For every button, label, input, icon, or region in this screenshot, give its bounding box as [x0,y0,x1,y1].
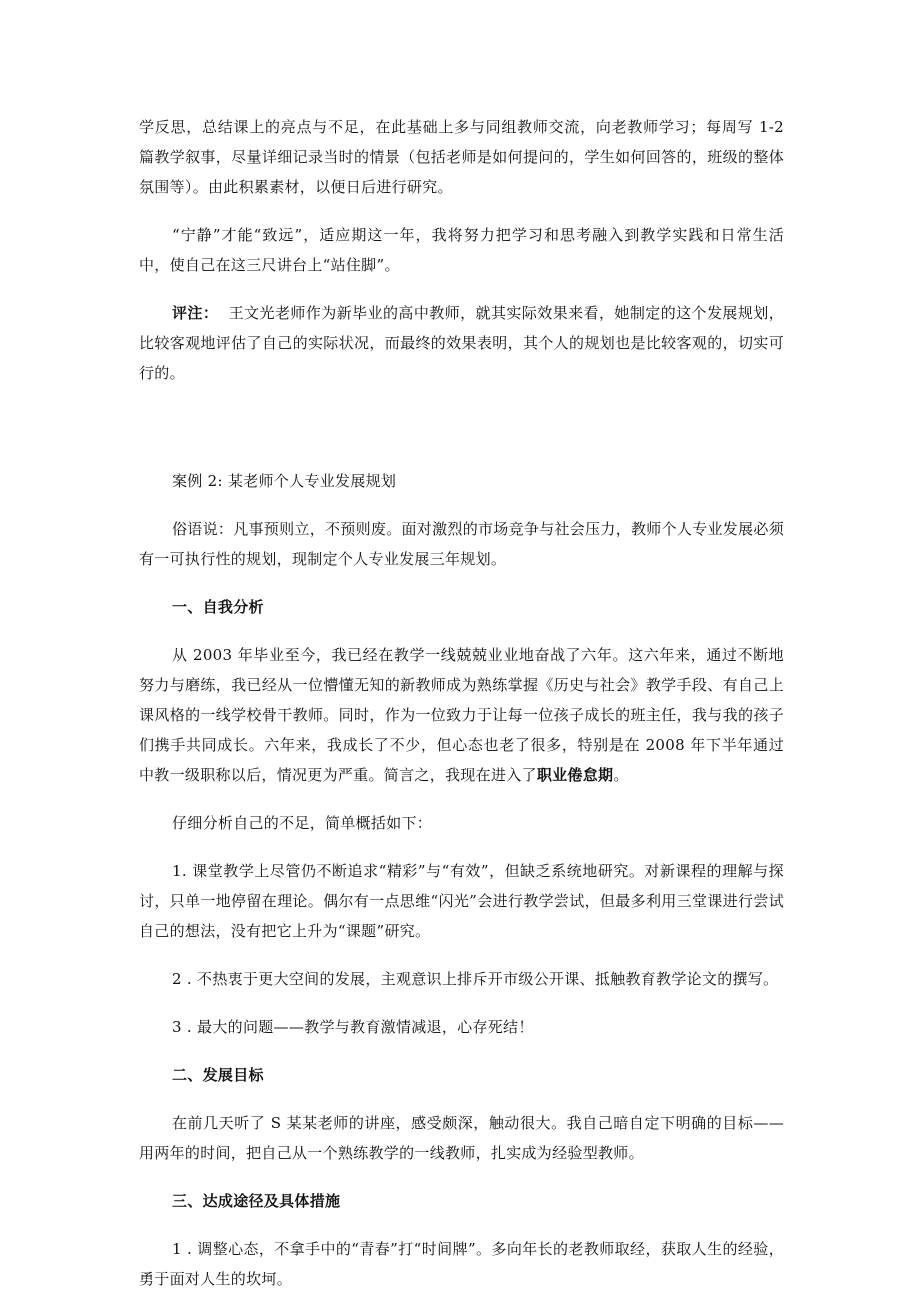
list-item-1: 1. 课堂教学上尽管仍不断追求“精彩”与“有效”，但缺乏系统地研究。对新课程的理解与探讨，只单一地停留在理论。偶尔有一点思维“闪光”会进行教学尝试，但最多利用三堂课进行尝试自己的想法，没有把它上升为“课题”研究。 [139,862,784,940]
paragraph-shortcomings-intro: 仔细分析自己的不足，简单概括如下： [172,814,433,832]
paragraph-continuation: 学反思，总结课上的亮点与不足，在此基础上多与同组教师交流，向老教师学习；每周写 1-2 篇教学叙事，尽量详细记录当时的情景（包括老师是如何提问的，学生如何回答的，班级的整体氛围等）。由此积累素材，以便日后进行研究。 [139,118,784,196]
paragraph-goals: 在前几天听了 S 某某老师的讲座，感受颇深，触动很大。我自己暗自定下明确的目标——用两年的时间，把自己从一个熟练教学的一线教师，扎实成为经验型教师。 [139,1114,784,1162]
list-item-2: 2 . 不热衷于更大空间的发展，主观意识上排斥开市级公开课、抵触教育教学论文的撰写。 [172,970,779,988]
heading-goals: 二、发展目标 [172,1066,264,1084]
section-spacer [139,406,784,466]
paragraph-self-analysis [139,640,784,790]
self-analysis-text: 从 2003 年毕业至今，我已经在教学一线兢兢业业地奋战了六年。这六年来，通过不断地努力与磨练，我已经从一位懵懂无知的新教师成为熟练掌握《历史与社会》教学手段、有自己上课风格的一线学校骨干教师。同时，作为一位致力于让每一位孩子成长的班主任，我与我的孩子们携手共同成长。六年来，我成长了不少，但心态也老了很多，特别是在 2008 年下半年通过中教一级职称以后，情况更为严重。简言之，我现在进入了 [139,646,784,784]
list-item-measure-1: 1 . 调整心态，不拿手中的“青春”打“时间牌”。多向年长的老教师取经，获取人生的经验，勇于面对人生的坎坷。 [139,1240,784,1288]
burnout-term: 职业倦怠期 [536,766,614,784]
document-page [139,112,784,1312]
comment-label: 评注： [172,304,219,322]
paragraph-comment [139,298,784,388]
paragraph-ningjing: “宁静”才能“致远”，适应期这一年，我将努力把学习和思考融入到教学实践和日常生活中，使自己在这三尺讲台上“站住脚”。 [139,226,784,274]
comment-text: 王文光老师作为新毕业的高中教师，就其实际效果来看，她制定的这个发展规划，比较客观地评估了自己的实际状况，而最终的效果表明，其个人的规划也是比较客观的，切实可行的。 [139,304,785,382]
heading-measures: 三、达成途径及具体措施 [172,1192,341,1210]
heading-self-analysis: 一、自我分析 [172,598,264,616]
paragraph-intro: 俗语说：凡事预则立，不预则废。面对激烈的市场竞争与社会压力，教师个人专业发展必须有一可执行性的规划，现制定个人专业发展三年规划。 [139,520,785,568]
list-item-3: 3 . 最大的问题——教学与教育激情减退，心存死结！ [172,1018,534,1036]
case-title: 案例 2: 某老师个人专业发展规划 [172,472,397,490]
self-analysis-end: 。 [613,766,629,784]
